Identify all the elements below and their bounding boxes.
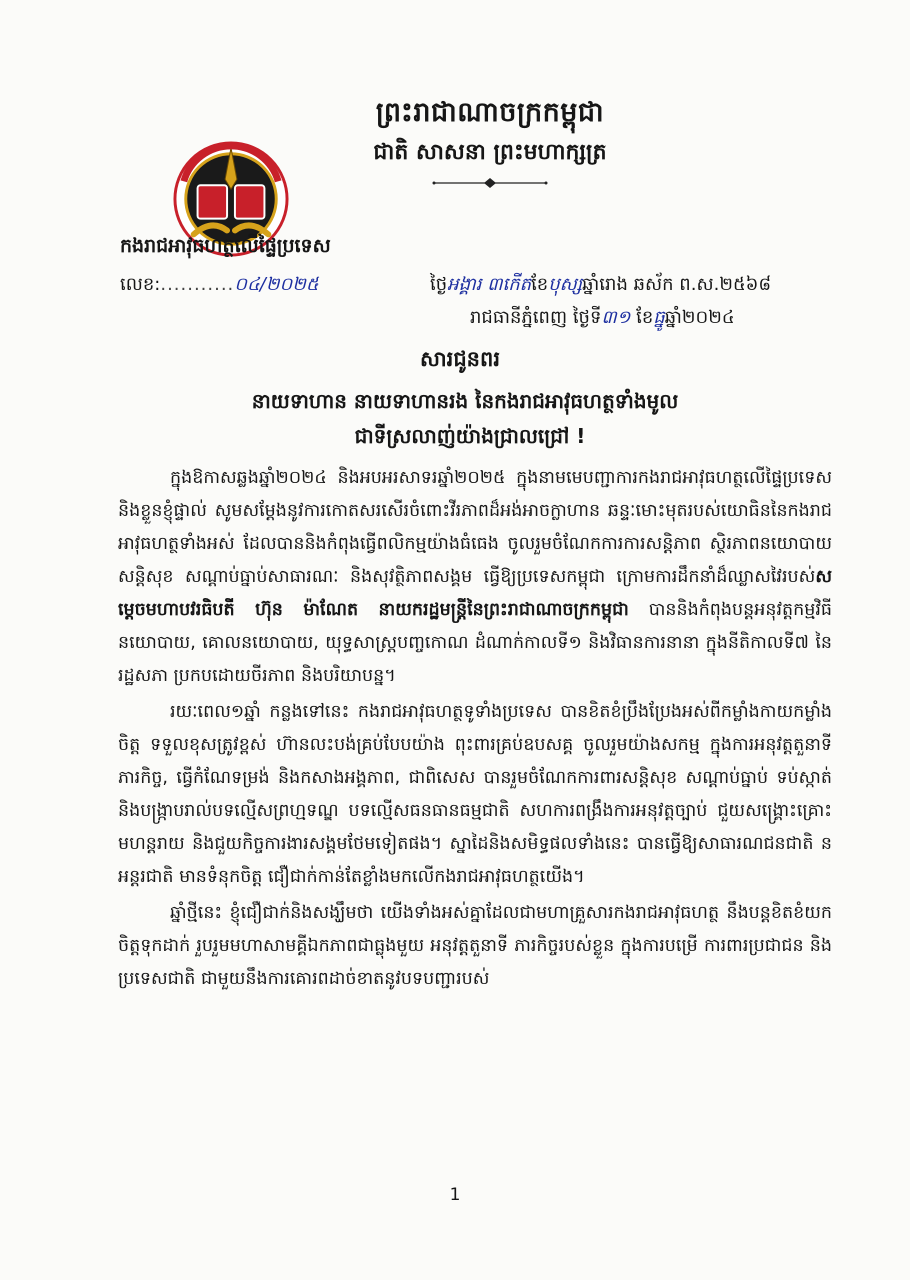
body-paragraph-2: រយៈពេល១ឆ្នាំ កន្លងទៅនេះ កងរាជអាវុធហត្ថទូទាំងប្រទេស បានខិតខំប្រឹងប្រែងអស់ពីកម្លាំងកាយកម្លាំងចិត្ត ទទួលខុសត្រូវខ្ពស់ ហ៊ានលះបង់គ្រប់បែបយ៉ាង ពុះពារគ្រប់ឧបសគ្គ ចូលរួមយ៉ាងសកម្ម ក្នុងការអនុវត្តតួនាទី ភារកិច្ច, ធ្វើកំណែទម្រង់ និងកសាងអង្គភាព, ជាពិសេស បានរួមចំណែកការពារសន្តិសុខ សណ្តាប់ធ្នាប់ ទប់ស្កាត់និងបង្ក្រាបរាល់បទល្មើសព្រហ្មទណ្ឌ បទល្មើសធនធានធម្មជាតិ សហការពង្រឹងការអនុវត្តច្បាប់ ជួយសង្គ្រោះគ្រោះមហន្តរាយ និងជួយកិច្ចការងារសង្គមថែមទៀតផង។ ស្នាដៃនិងសមិទ្ធផលទាំងនេះ បានធ្វើឱ្យសាធារណជនជាតិ នអន្តរជាតិ មានទំនុកចិត្ត ជឿជាក់កាន់តែខ្លាំងមកលើកងរាជអាវុធហត្ថយើង។ (118, 702, 832, 887)
address-line-1: នាយទាហាន នាយទាហានរង នៃកងរាជអាវុធហត្ថទាំងមូល (251, 389, 679, 413)
reference-number: ០៤/២០២៥ (234, 274, 319, 295)
page-number: 1 (449, 1185, 461, 1205)
lunar-month-label: ខែ (531, 274, 549, 295)
letter-body (118, 462, 832, 999)
address-line-2: ជាទីស្រលាញ់យ៉ាងជ្រាលជ្រៅ ! (354, 424, 586, 448)
solar-month: ធ្នូ (653, 307, 665, 328)
reference-label: លេខ: (120, 274, 161, 295)
solar-day: ៣១ (601, 307, 631, 328)
lunar-month: បុស្ស (548, 274, 583, 295)
reference-number-line (120, 272, 400, 299)
lunar-prefix: ថ្ងៃ (430, 274, 448, 295)
lunar-suffix: ឆ្នាំរោង ឆស័ក ព.ស.២៥៦៨ (582, 274, 772, 295)
prime-minister-name: សម្តេចមហាបវរធិបតី ហ៊ុន ម៉ាណែត នាយករដ្ឋមន្ត្រីនៃព្រះរាជាណាចក្រកម្ពុជា (118, 567, 832, 620)
lunar-date-line (430, 272, 830, 299)
kingdom-heading: ព្រះរាជាណាចក្រកម្ពុជា (375, 97, 605, 128)
lunar-day: អង្គារ ៣កើត (447, 274, 532, 295)
message-title: សារជូនពរ (420, 347, 500, 371)
solar-date-line (470, 305, 830, 332)
paragraph-1-part-a: ក្នុងឱកាសឆ្លងឆ្នាំ២០២៤ និងអបអរសាទរឆ្នាំ២០២៥ ក្នុងនាមមេបញ្ជាការកងរាជអាវុធហត្ថលើផ្ទៃប្រទេស និងខ្លួនខ្ញុំផ្ទាល់ សូមសម្តែងនូវការកោតសរសើរចំពោះវីរភាពដ៏អង់អាចក្លាហាន ឆន្ទៈមោះមុតរបស់យោធិននៃកងរាជអាវុធហត្ថទាំងអស់ ដែលបាននិងកំពុងធ្វើពលិកម្មយ៉ាងធំធេង ចូលរួមចំណែកការការសន្តិភាព ស្ថិរភាពនយោបាយ សន្តិសុខ សណ្តាប់ធ្នាប់សាធារណៈ និងសុវត្ថិភាពសង្គម ធ្វើឱ្យប្រទេសកម្ពុជា ក្រោមការដឹកនាំដ៏ឈ្លាសវៃរបស់ (118, 468, 832, 587)
body-paragraph-3: ឆ្នាំថ្មីនេះ ខ្ញុំជឿជាក់និងសង្ឃឹមថា យើងទាំងអស់គ្នាដែលជាមហាគ្រួសារកងរាជអាវុធហត្ថ នឹងបន្តខិតខំយកចិត្តទុកដាក់ រួបរួមមហាសាមគ្គីឯកភាពជាធ្លុងមួយ អនុវត្តតួនាទី ភារកិច្ចរបស់ខ្លួន ក្នុងការបម្រើ ការពារប្រជាជន និងប្រទេសជាតិ ជាមួយនឹងការគោរពដាច់ខាតនូវបទបញ្ជារបស់ (118, 903, 832, 989)
solar-suffix: ឆ្នាំ២០២៤ (664, 307, 735, 328)
solar-prefix: រាជធានីភ្នំពេញ ថ្ងៃទី (470, 307, 602, 328)
paragraph-1-part-b: បាននិងកំពុងបន្តអនុវត្តកម្មវិធីនយោបាយ, គោលនយោបាយ, យុទ្ធសាស្ត្របញ្ចកោណ ដំណាក់កាលទី១ និងវិធានការនានា ក្នុងនីតិកាលទី៧ នៃរដ្ឋសភា ប្រកបដោយចីរភាព និងបរិយាបន្ន។ (118, 600, 832, 686)
solar-month-label: ខែ (636, 307, 654, 328)
national-motto: ជាតិ សាសនា ព្រះមហាក្សត្រ (373, 140, 607, 165)
reference-dots: ........... (160, 274, 235, 295)
ornament-divider-icon (430, 177, 550, 189)
issuing-unit: កងរាជអាវុធហត្ថលើផ្ទៃប្រទេស (120, 235, 331, 257)
body-paragraph-1 (118, 462, 832, 693)
